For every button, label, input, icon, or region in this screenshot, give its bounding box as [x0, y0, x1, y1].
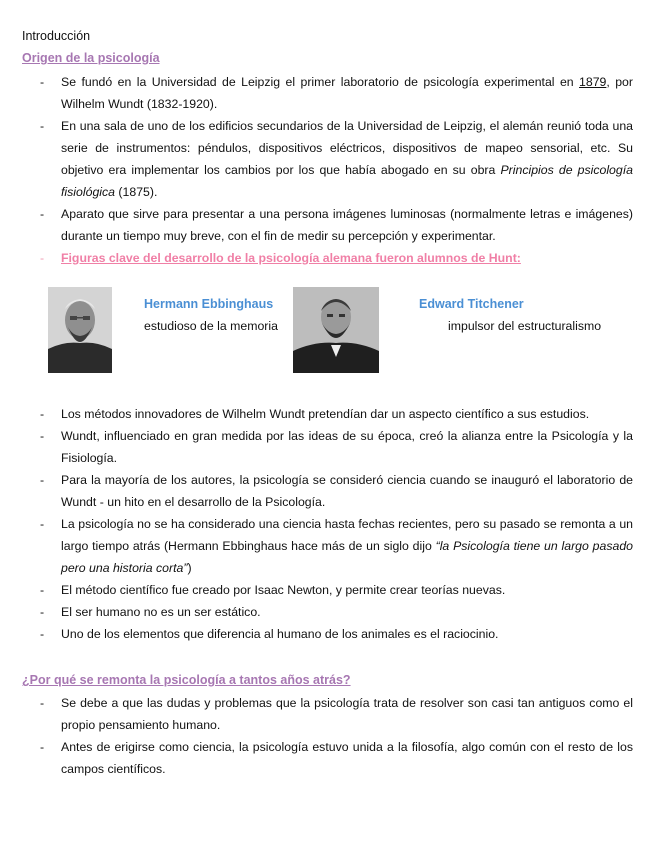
- list-item: - Para la mayoría de los autores, la psicología se consideró ciencia cuando se inauguró el laboratorio de Wundt - un hito en el desarrollo de la Psicología.: [0, 469, 655, 513]
- list-item: - El ser humano no es un ser estático.: [0, 601, 655, 623]
- list-item: - Se debe a que las dudas y problemas que la psicología trata de resolver son casi tan antiguos como el propio pensamiento humano.: [0, 692, 655, 736]
- figure-name: Hermann Ebbinghaus: [144, 297, 274, 311]
- list-item: - En una sala de uno de los edificios secundarios de la Universidad de Leipzig, el alemán reunió toda una serie de instrumentos: péndulos, dispositivos eléctricos, dispositivos de mapeo sensorial, etc. Su objetivo era implementar los cambios por los que había abogado en su obra Principios de psicología fisiológica (1875).: [0, 115, 655, 203]
- list-item: [0, 247, 655, 269]
- book-title: Principios de psicología fisiológica: [61, 163, 633, 199]
- wundt-list: [0, 403, 655, 645]
- figure-role: estudioso de la memoria: [144, 319, 278, 333]
- list-item: - Se fundó en la Universidad de Leipzig el primer laboratorio de psicología experimental en 1879, por Wilhelm Wundt (1832-1920).: [0, 71, 655, 115]
- list-item: - La psicología no se ha considerado una ciencia hasta fechas recientes, pero su pasado se remonta a un largo tiempo atrás (Hermann Ebbinghaus hace más de un siglo dijo “la Psicología tiene un largo pasado pero una historia corta”): [0, 513, 655, 579]
- intro-label: Introducción: [22, 29, 91, 43]
- figure-role: impulsor del estructuralismo: [448, 319, 602, 333]
- why-list: [0, 692, 655, 780]
- quote: “la Psicología tiene un largo pasado pero una historia corta”: [61, 539, 633, 575]
- ebbinghaus-photo: [48, 287, 112, 373]
- list-item: - Uno de los elementos que diferencia al humano de los animales es el raciocinio.: [0, 623, 655, 645]
- list-item: - Wundt, influenciado en gran medida por las ideas de su época, creó la alianza entre la Psicología y la Fisiología.: [0, 425, 655, 469]
- list-item: - Aparato que sirve para presentar a una persona imágenes luminosas (normalmente letras e imágenes) durante un tiempo muy breve, con el fin de medir su percepción y experimentar.: [0, 203, 655, 247]
- section-heading-porque: ¿Por qué se remonta la psicología a tantos años atrás?: [22, 673, 351, 687]
- year-1879: 1879: [579, 75, 607, 89]
- section-heading-origen: Origen de la psicología: [22, 51, 160, 65]
- key-figures-link[interactable]: Figuras clave del desarrollo de la psicología alemana fueron alumnos de Hunt:: [61, 251, 521, 265]
- list-item: - Antes de erigirse como ciencia, la psicología estuvo unida a la filosofía, algo común con el resto de los campos científicos.: [0, 736, 655, 780]
- figure-name: Edward Titchener: [419, 297, 524, 311]
- origin-list: [0, 71, 655, 269]
- list-item: - El método científico fue creado por Isaac Newton, y permite crear teorías nuevas.: [0, 579, 655, 601]
- list-item: - Los métodos innovadores de Wilhelm Wundt pretendían dar un aspecto científico a sus estudios.: [0, 403, 655, 425]
- titchener-photo: [293, 287, 379, 373]
